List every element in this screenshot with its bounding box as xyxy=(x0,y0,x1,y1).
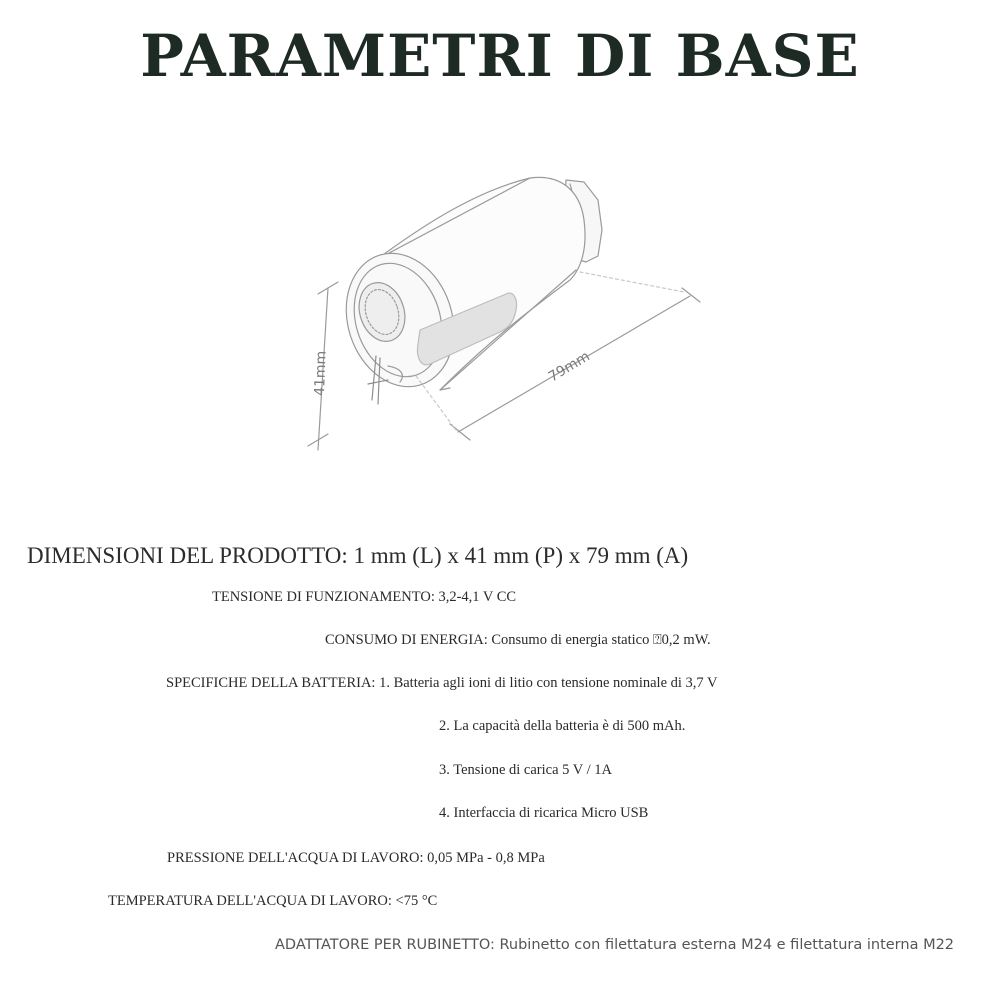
length-dimension-label: 79mm xyxy=(545,348,593,386)
battery-spec-4: 4. Interfaccia di ricarica Micro USB xyxy=(439,805,649,821)
battery-spec-1: SPECIFICHE DELLA BATTERIA: 1. Batteria agli ioni di litio con tensione nominale di 3,7 V xyxy=(166,675,718,691)
tap-adapter: ADATTATORE PER RUBINETTO: Rubinetto con filettatura esterna M24 e filettatura interna M22 xyxy=(275,937,955,953)
product-drawing xyxy=(280,160,720,460)
water-temperature: TEMPERATURA DELL'ACQUA DI LAVORO: <75 °C xyxy=(108,893,438,909)
operating-voltage: TENSIONE DI FUNZIONAMENTO: 3,2-4,1 V CC xyxy=(212,589,517,605)
product-dimensions: DIMENSIONI DEL PRODOTTO: 1 mm (L) x 41 mm (P) x 79 mm (A) xyxy=(27,543,689,568)
battery-spec-3: 3. Tensione di carica 5 V / 1A xyxy=(439,762,612,778)
height-dimension-label: 41mm xyxy=(312,350,330,397)
page-title: PARAMETRI DI BASE xyxy=(140,22,860,90)
water-pressure: PRESSIONE DELL'ACQUA DI LAVORO: 0,05 MPa - 0,8 MPa xyxy=(167,850,545,866)
power-consumption: CONSUMO DI ENERGIA: Consumo di energia statico ⍰0,2 mW. xyxy=(325,632,711,648)
battery-spec-2: 2. La capacità della batteria è di 500 mAh. xyxy=(439,718,686,734)
